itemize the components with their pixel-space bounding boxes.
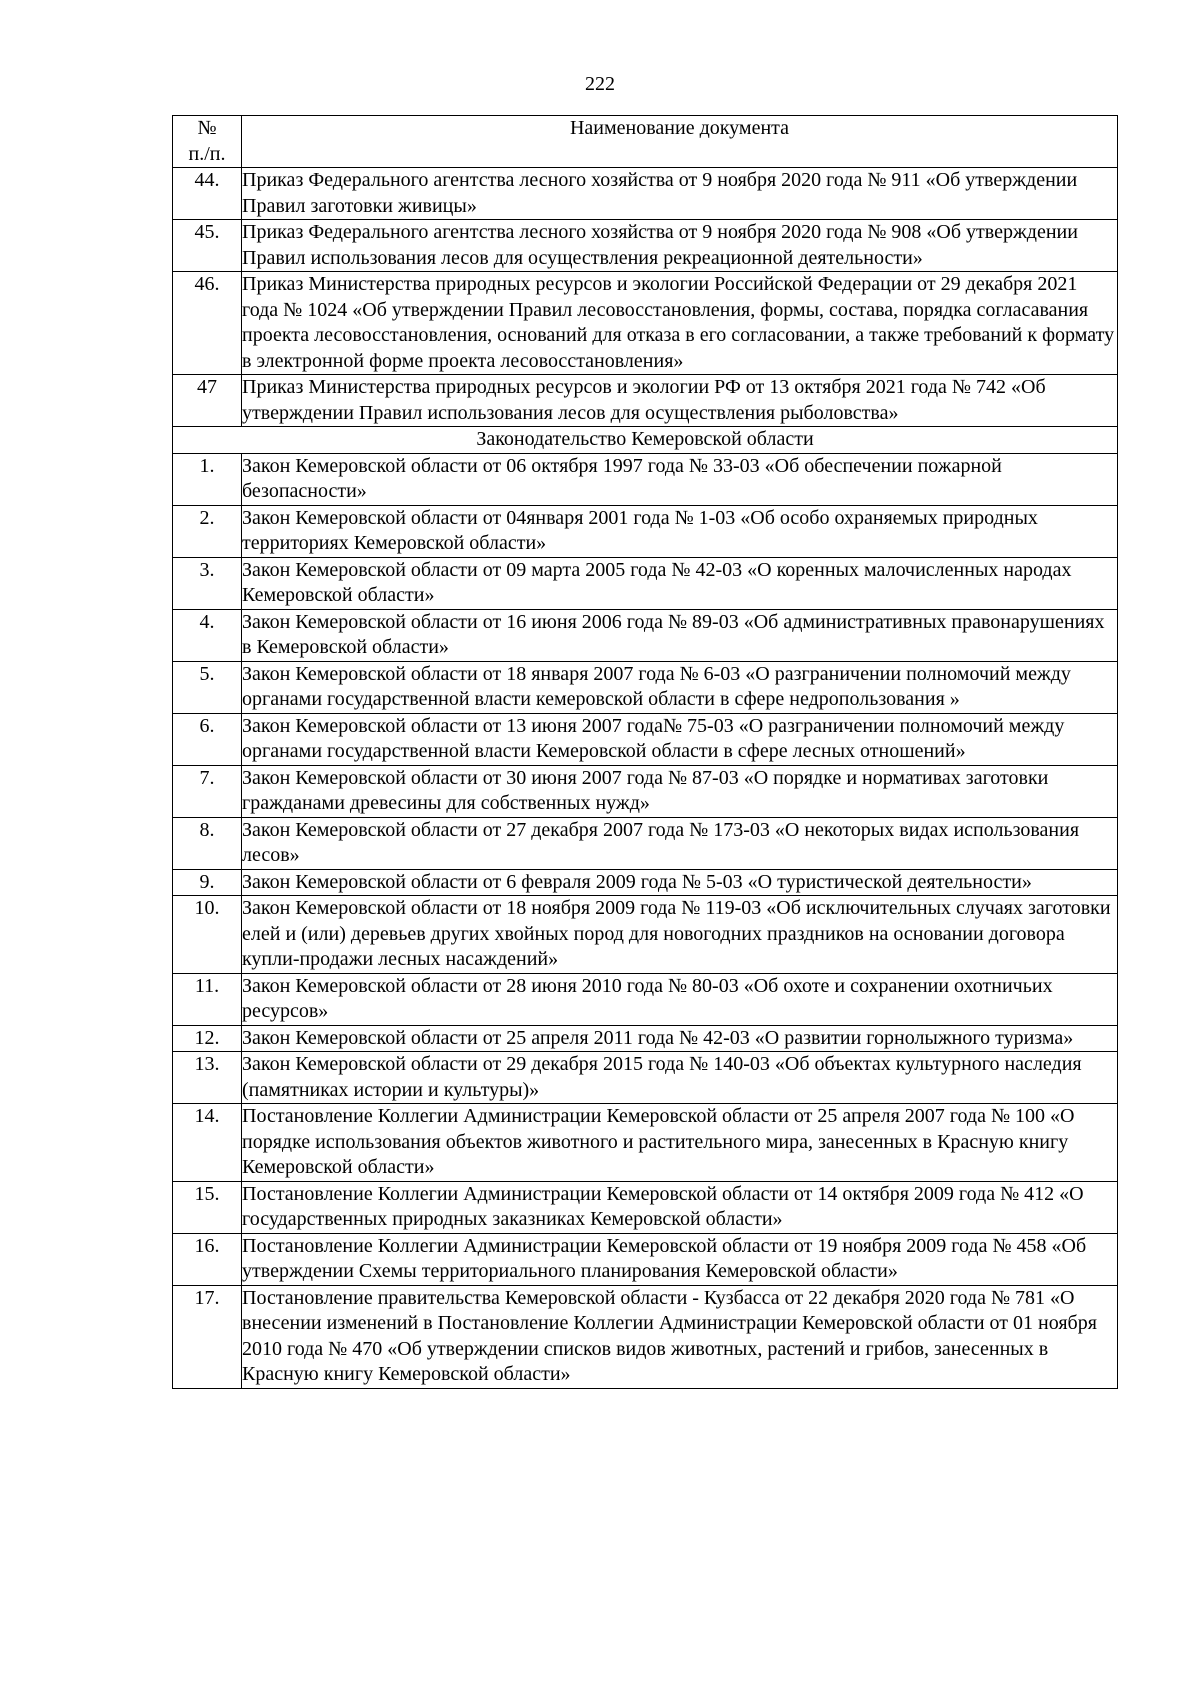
row-document-name: Постановление Коллегии Администрации Кемеровской области от 25 апреля 2007 года № 100 «О порядке использования объектов животного и растительного мира, занесенных в Красную книгу Кемеровской области» (242, 1104, 1118, 1182)
table-row (173, 272, 1118, 375)
row-document-name: Закон Кемеровской области от 09 марта 2005 года № 42-03 «О коренных малочисленных народах Кемеровской области» (242, 557, 1118, 609)
table-row (173, 896, 1118, 974)
table-row (173, 557, 1118, 609)
row-number: 13. (173, 1052, 242, 1104)
row-document-name: Закон Кемеровской области от 18 ноября 2009 года № 119-03 «Об исключительных случаях заготовки елей и (или) деревьев других хвойных пород для новогодних праздников на основании договора купли-продажи лесных насаждений» (242, 896, 1118, 974)
table-row (173, 609, 1118, 661)
row-number: 47 (173, 375, 242, 427)
row-number: 44. (173, 168, 242, 220)
table-row (173, 220, 1118, 272)
table-row (173, 1285, 1118, 1388)
row-document-name: Закон Кемеровской области от 25 апреля 2011 года № 42-03 «О развитии горнолыжного туризма» (242, 1025, 1118, 1052)
header-number-symbol: № (197, 117, 217, 139)
row-number: 9. (173, 869, 242, 896)
section-row (173, 427, 1118, 454)
row-number: 15. (173, 1181, 242, 1233)
regional-rows (173, 453, 1118, 1388)
row-number: 8. (173, 817, 242, 869)
row-document-name: Закон Кемеровской области от 28 июня 2010 года № 80-03 «Об охоте и сохранении охотничьих ресурсов» (242, 973, 1118, 1025)
row-number: 1. (173, 453, 242, 505)
table-row (173, 973, 1118, 1025)
row-document-name: Постановление Коллегии Администрации Кемеровской области от 14 октября 2009 года № 412 «О государственных природных заказниках Кемеровской области» (242, 1181, 1118, 1233)
row-document-name: Закон Кемеровской области от 16 июня 2006 года № 89-03 «Об административных правонарушениях в Кемеровской области» (242, 609, 1118, 661)
row-document-name: Закон Кемеровской области от 29 декабря 2015 года № 140-03 «Об объектах культурного наследия (памятниках истории и культуры)» (242, 1052, 1118, 1104)
row-number: 12. (173, 1025, 242, 1052)
header-number-abbr: п./п. (188, 142, 226, 165)
row-document-name: Постановление Коллегии Администрации Кемеровской области от 19 ноября 2009 года № 458 «Об утверждении Схемы территориального планирования Кемеровской области» (242, 1233, 1118, 1285)
row-number: 14. (173, 1104, 242, 1182)
table-row (173, 765, 1118, 817)
federal-rows (173, 168, 1118, 427)
table-row (173, 1025, 1118, 1052)
row-number: 3. (173, 557, 242, 609)
row-document-name: Приказ Министерства природных ресурсов и экологии Российской Федерации от 29 декабря 2021 года № 1024 «Об утверждении Правил лесовосстановления, формы, состава, порядка согласавания проекта лесовосстановления, оснований для отказа в его согласовании, а также требований к формату в электронной форме проекта лесовосстановления» (242, 272, 1118, 375)
table-row (173, 168, 1118, 220)
table-row (173, 453, 1118, 505)
table-row (173, 869, 1118, 896)
row-document-name: Закон Кемеровской области от 18 января 2007 года № 6-03 «О разграничении полномочий между органами государственной власти кемеровской области в сфере недропользования » (242, 661, 1118, 713)
section-title: Законодательство Кемеровской области (173, 427, 1118, 454)
row-number: 46. (173, 272, 242, 375)
table-row (173, 1233, 1118, 1285)
table-row (173, 1181, 1118, 1233)
header-number-cell (173, 116, 242, 168)
row-document-name: Постановление правительства Кемеровской области - Кузбасса от 22 декабря 2020 года № 781 «О внесении изменений в Постановление Коллегии Администрации Кемеровской области от 01 ноября 2010 года № 470 «Об утверждении списков видов животных, растений и грибов, занесенных в Красную книгу Кемеровской области» (242, 1285, 1118, 1388)
row-document-name: Приказ Министерства природных ресурсов и экологии РФ от 13 октября 2021 года № 742 «Об утверждении Правил использования лесов для осуществления рыболовства» (242, 375, 1118, 427)
row-document-name: Приказ Федерального агентства лесного хозяйства от 9 ноября 2020 года № 908 «Об утверждении Правил использования лесов для осуществления рекреационной деятельности» (242, 220, 1118, 272)
row-number: 2. (173, 505, 242, 557)
row-number: 7. (173, 765, 242, 817)
page-number: 222 (585, 73, 615, 95)
table-row (173, 375, 1118, 427)
row-number: 17. (173, 1285, 242, 1388)
table-row (173, 817, 1118, 869)
row-number: 10. (173, 896, 242, 974)
documents-table (172, 115, 1118, 1389)
row-number: 11. (173, 973, 242, 1025)
row-number: 4. (173, 609, 242, 661)
row-document-name: Закон Кемеровской области от 6 февраля 2009 года № 5-03 «О туристической деятельности» (242, 869, 1118, 896)
row-document-name: Закон Кемеровской области от 06 октября 1997 года № 33-03 «Об обеспечении пожарной безопасности» (242, 453, 1118, 505)
row-document-name: Закон Кемеровской области от 27 декабря 2007 года № 173-03 «О некоторых видах использования лесов» (242, 817, 1118, 869)
row-document-name: Закон Кемеровской области от 13 июня 2007 года№ 75-03 «О разграничении полномочий между органами государственной власти Кемеровской области в сфере лесных отношений» (242, 713, 1118, 765)
row-number: 45. (173, 220, 242, 272)
table-row (173, 1104, 1118, 1182)
row-number: 16. (173, 1233, 242, 1285)
table-row (173, 505, 1118, 557)
row-document-name: Приказ Федерального агентства лесного хозяйства от 9 ноября 2020 года № 911 «Об утверждении Правил заготовки живицы» (242, 168, 1118, 220)
table-header-row (173, 116, 1118, 168)
header-name-cell: Наименование документа (242, 116, 1118, 168)
table-row (173, 661, 1118, 713)
row-number: 6. (173, 713, 242, 765)
row-document-name: Закон Кемеровской области от 04января 2001 года № 1-03 «Об особо охраняемых природных территориях Кемеровской области» (242, 505, 1118, 557)
table-row (173, 713, 1118, 765)
row-document-name: Закон Кемеровской области от 30 июня 2007 года № 87-03 «О порядке и нормативах заготовки гражданами древесины для собственных нужд» (242, 765, 1118, 817)
table-row (173, 1052, 1118, 1104)
row-number: 5. (173, 661, 242, 713)
